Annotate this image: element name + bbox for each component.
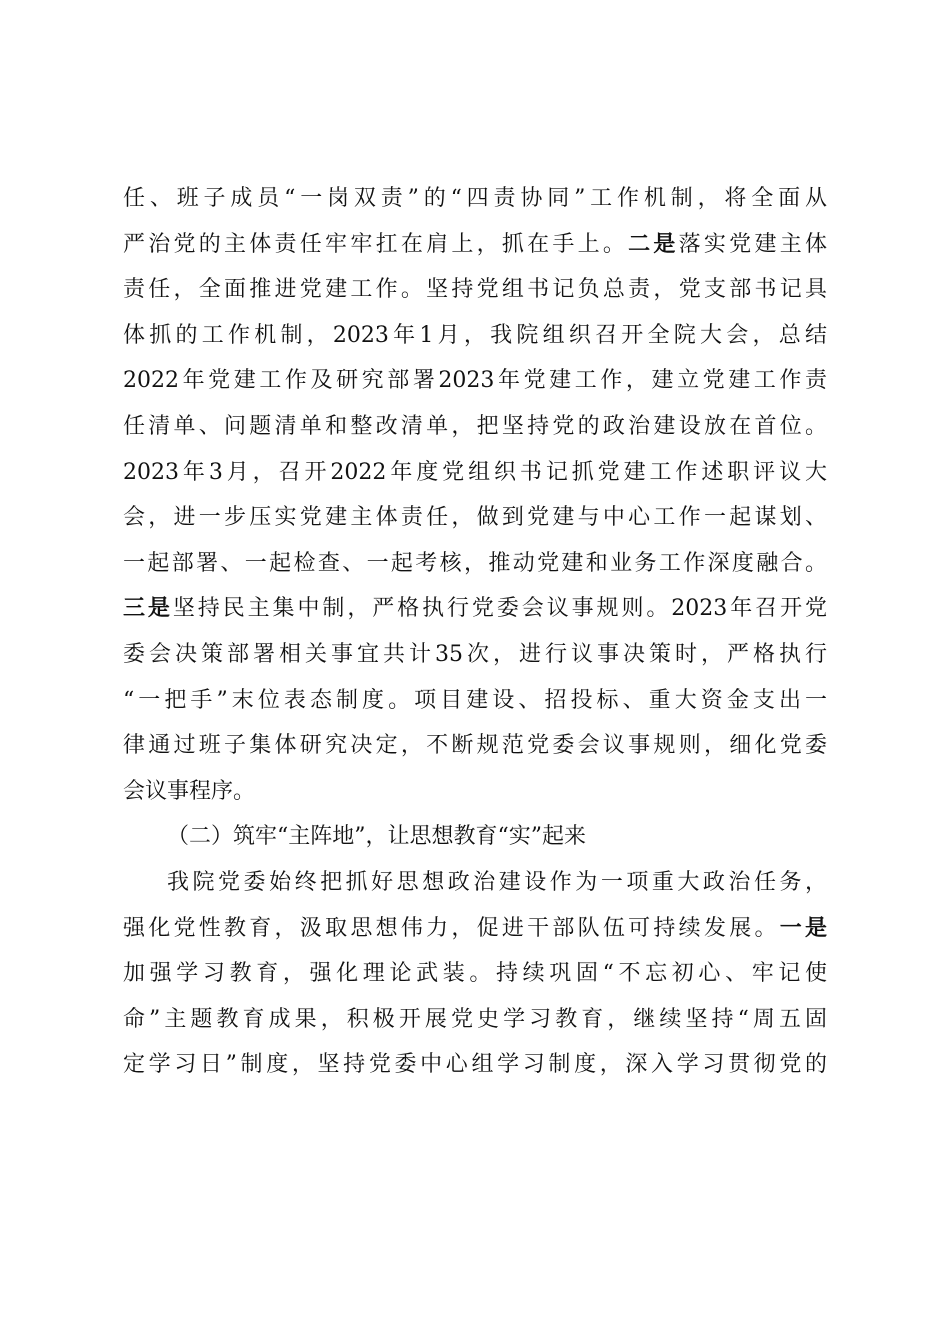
paragraph-line: 律通过班子集体研究决定，不断规范党委会议事规则，细化党委 xyxy=(123,733,827,759)
paragraph-line: 2022年党建工作及研究部署2023年党建工作，建立党建工作责 xyxy=(123,368,827,394)
paragraph-line: 一起部署、一起检查、一起考核，推动党建和业务工作深度融合。 xyxy=(123,550,827,576)
paragraph-line: 任、班子成员“一岗双责”的“四责协同”工作机制，将全面从 xyxy=(123,186,827,211)
emphasis-label: 三是 xyxy=(123,595,173,622)
paragraph-line: 任清单、问题清单和整改清单，把坚持党的政治建设放在首位。 xyxy=(123,413,827,439)
paragraph-line: 命”主题教育成果，积极开展党史学习教育，继续坚持“周五固 xyxy=(123,1006,827,1032)
paragraph-line: “一把手”末位表态制度。项目建设、招投标、重大资金支出一 xyxy=(123,687,827,713)
paragraph-line: 定学习日”制度，坚持党委中心组学习制度，深入学习贯彻党的 xyxy=(123,1052,827,1078)
paragraph-line: 责任，全面推进党建工作。坚持党组书记负总责，党支部书记具 xyxy=(123,277,827,303)
paragraph-line: 体抓的工作机制，2023年1月，我院组织召开全院大会，总结 xyxy=(123,322,827,348)
emphasis-label: 二是 xyxy=(628,230,679,257)
paragraph-line: 我院党委始终把抓好思想政治建设作为一项重大政治任务， xyxy=(167,869,827,895)
paragraph-line: 严治党的主体责任牢牢扛在肩上，抓在手上。二是落实党建主体 xyxy=(123,230,827,257)
paragraph-line: 会，进一步压实党建主体责任，做到党建与中心工作一起谋划、 xyxy=(123,505,827,531)
emphasis-label: 一是 xyxy=(779,914,827,941)
paragraph-line: 委会决策部署相关事宜共计35次，进行议事决策时，严格执行 xyxy=(123,641,827,667)
paragraph-line: 强化党性教育，汲取思想伟力，促进干部队伍可持续发展。一是 xyxy=(123,914,827,941)
paragraph-line: 三是坚持民主集中制，严格执行党委会议事规则。2023年召开党 xyxy=(123,595,827,622)
paragraph-line: 加强学习教育，强化理论武装。持续巩固“不忘初心、牢记使 xyxy=(123,961,827,987)
body-text xyxy=(123,176,827,1088)
paragraph-line: 会议事程序。 xyxy=(123,778,256,804)
section-heading: （二）筑牢“主阵地”，让思想教育“实”起来 xyxy=(167,824,586,850)
paragraph-line: 2023年3月，召开2022年度党组织书记抓党建工作述职评议大 xyxy=(123,459,827,485)
